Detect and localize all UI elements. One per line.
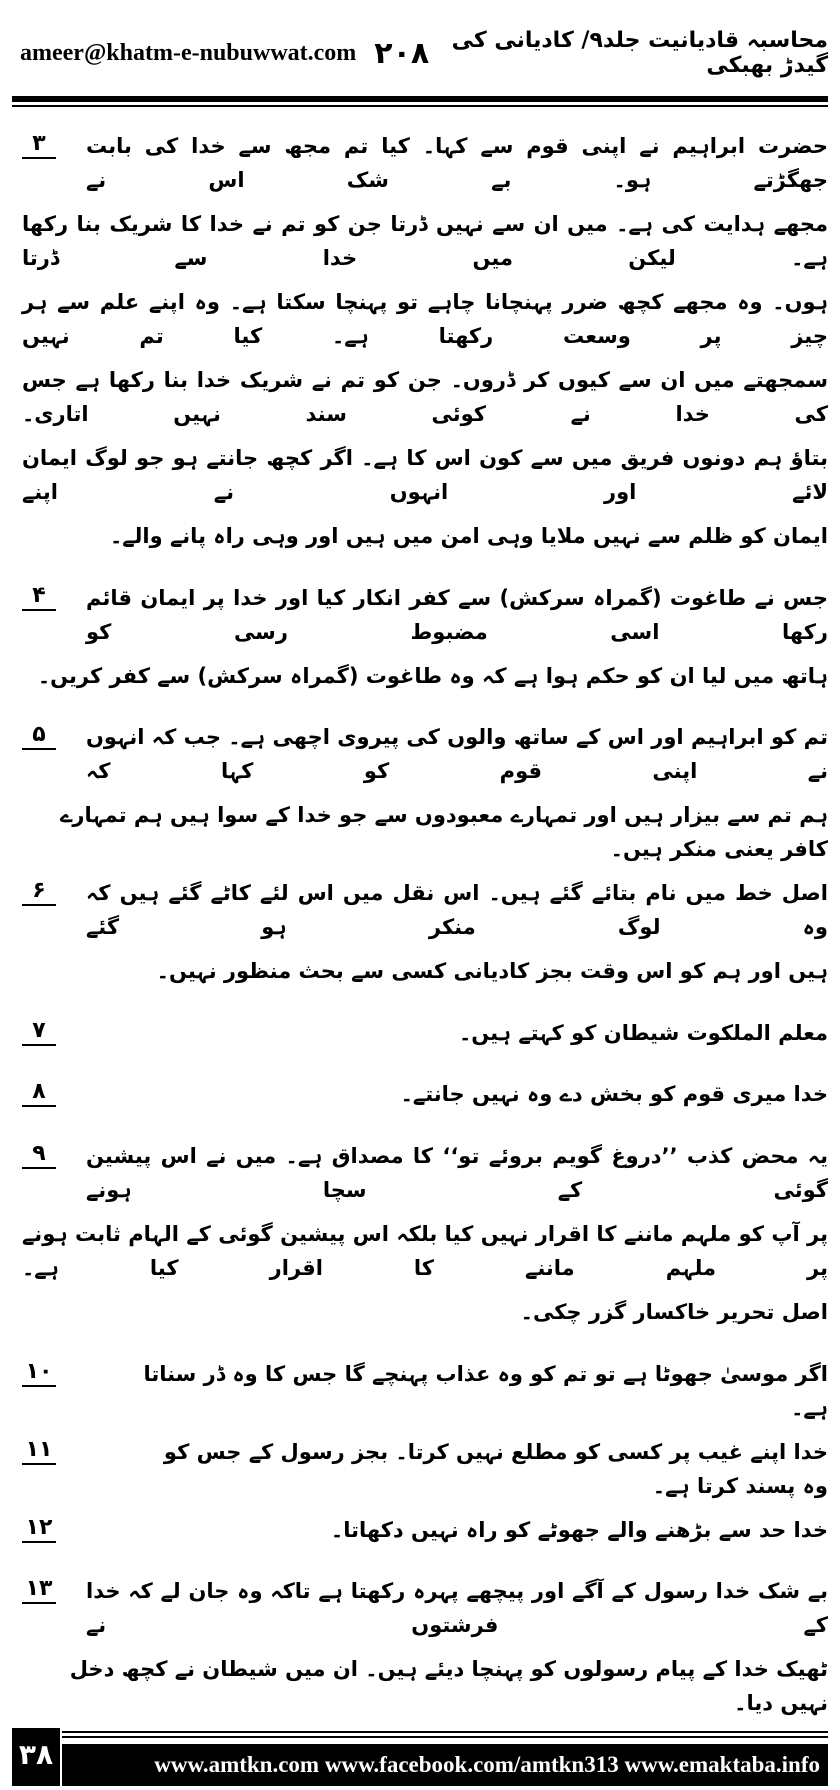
note-line <box>22 119 828 197</box>
note-line <box>22 1207 828 1285</box>
note-line <box>22 571 828 649</box>
note-line <box>22 1425 828 1503</box>
footer-rule-thin <box>62 1736 828 1738</box>
note-text: خدا میری قوم کو بخش دے وہ نہیں جانتے۔ <box>400 1082 828 1107</box>
header-page-number: ۲۰۸ <box>374 35 430 71</box>
note-text: اگر موسیٰ جھوٹا ہے تو تم کو وہ عذاب پہنچے گا جس کا وہ ڈر سناتا ہے۔ <box>143 1361 828 1420</box>
page-footer <box>12 1728 828 1786</box>
note-number: ۱۱ <box>22 1437 56 1465</box>
footer-right <box>62 1728 828 1786</box>
note-text: تم کو ابراہیم اور اس کے ساتھ والوں کی پیروی اچھی ہے۔ جب کہ انہوں نے اپنی قوم کو کہا کہ <box>86 725 828 784</box>
note-text: ہم تم سے بیزار ہیں اور تمہارے معبودوں سے جو خدا کے سوا ہیں ہم تمہارے کافر یعنی منکر ہیں۔ <box>60 803 828 862</box>
header-email: ameer@khatm-e-nubuwwat.com <box>20 39 357 66</box>
note-number: ۱۳ <box>22 1576 56 1604</box>
footer-rule <box>62 1731 828 1733</box>
note-text: معلم الملکوت شیطان کو کہتے ہیں۔ <box>458 1020 828 1045</box>
note-text: اصل تحریر خاکسار گزر چکی۔ <box>520 1299 828 1324</box>
note-line <box>22 509 828 571</box>
note-number: ۳ <box>22 131 56 159</box>
note-line <box>22 197 828 275</box>
note-number: ۵ <box>22 722 56 750</box>
header-rule <box>12 96 828 102</box>
note-text: اصل خط میں نام بتائے گئے ہیں۔ اس نقل میں اس لئے کاٹے گئے ہیں کہ وہ لوگ منکر ہو گئے <box>86 881 828 940</box>
note-text: ہیں اور ہم کو اس وقت بجز کادیانی کسی سے بحث منظور نہیں۔ <box>156 959 828 984</box>
note-number: ۹ <box>22 1141 56 1169</box>
note-text: حضرت ابراہیم نے اپنی قوم سے کہا۔ کیا تم مجھ سے خدا کی بابت جھگڑتے ہو۔ بے شک اس نے <box>86 134 828 192</box>
note-line <box>22 1347 828 1425</box>
note-line <box>22 1067 828 1129</box>
footer-links: www.amtkn.com www.facebook.com/amtkn313 www.emaktaba.info <box>62 1744 828 1786</box>
note-text: خدا حد سے بڑھنے والے جھوٹے کو راہ نہیں دکھاتا۔ <box>330 1517 828 1542</box>
note-text: ہوں۔ وہ مجھے کچھ ضرر پہنچانا چاہے تو پہنچا سکتا ہے۔ وہ اپنے علم سے ہر چیز پر وسعت رکھتا ہے۔ کیا تم نہیں <box>22 290 828 348</box>
note-number: ۶ <box>22 878 56 906</box>
notes-body <box>12 107 828 1720</box>
note-line <box>22 649 828 711</box>
header-book-title: محاسبہ قادیانیت جلد۹/ کادیانی کی گیدڑ بھبکی <box>451 28 828 78</box>
note-line <box>22 1285 828 1347</box>
note-line <box>22 944 828 1006</box>
note-line <box>22 1006 828 1068</box>
note-text: بے شک خدا رسول کے آگے اور پیچھے پہرہ رکھتا ہے تاکہ وہ جان لے کہ خدا کے فرشتوں نے <box>86 1579 828 1638</box>
note-text: پر آپ کو ملہم ماننے کا اقرار نہیں کیا بلکہ اس پیشین گوئی کے الہام ثابت ہونے پر ملہم ماننے کا اقرار کیا ہے۔ <box>22 1221 828 1280</box>
note-text: ہاتھ میں لیا ان کو حکم ہوا ہے کہ وہ طاغوت (گمراہ سرکش) سے کفر کریں۔ <box>37 663 828 688</box>
note-number: ۸ <box>22 1079 56 1107</box>
note-line <box>22 1564 828 1642</box>
note-line <box>22 1129 828 1207</box>
note-line <box>22 866 828 944</box>
note-text: بتاؤ ہم دونوں فریق میں سے کون اس کا ہے۔ اگر کچھ جانتے ہو جو لوگ ایمان لائے اور انہوں نے اپنے <box>22 446 828 504</box>
note-line <box>22 275 828 353</box>
page-header <box>12 18 828 88</box>
note-line <box>22 710 828 788</box>
note-line <box>22 431 828 509</box>
note-text: ٹھیک خدا کے پیام رسولوں کو پہنچا دیئے ہیں۔ ان میں شیطان نے کچھ دخل نہیں دیا۔ <box>69 1657 828 1716</box>
note-number: ۱۰ <box>22 1359 56 1387</box>
note-text: یہ محض کذب ’’دروغ گویم بروئے تو‘‘ کا مصداق ہے۔ میں نے اس پیشین گوئی کے سچا ہونے <box>86 1143 828 1202</box>
note-line <box>22 353 828 431</box>
note-line <box>22 1503 828 1565</box>
note-number: ۴ <box>22 583 56 611</box>
note-text: ایمان کو ظلم سے نہیں ملایا وہی امن میں ہیں اور وہی راہ پانے والے۔ <box>109 524 828 548</box>
note-line <box>22 788 828 866</box>
note-text: خدا اپنے غیب پر کسی کو مطلع نہیں کرتا۔ بجز رسول کے جس کو وہ پسند کرتا ہے۔ <box>163 1439 828 1498</box>
footer-page-number: ۳۸ <box>12 1728 60 1786</box>
note-text: جس نے طاغوت (گمراہ سرکش) سے کفر انکار کیا اور خدا پر ایمان قائم رکھا اسی مضبوط رسی کو <box>86 585 828 644</box>
note-number: ۱۲ <box>22 1515 56 1543</box>
note-number: ۷ <box>22 1018 56 1046</box>
note-text: مجھے ہدایت کی ہے۔ میں ان سے نہیں ڈرتا جن کو تم نے خدا کا شریک بنا رکھا ہے۔ لیکن میں خدا سے ڈرتا <box>22 212 828 270</box>
note-text: سمجھتے میں ان سے کیوں کر ڈروں۔ جن کو تم نے شریک خدا بنا رکھا ہے جس کی خدا نے کوئی سند نہیں اتاری۔ <box>22 368 828 426</box>
note-line <box>22 1642 828 1720</box>
